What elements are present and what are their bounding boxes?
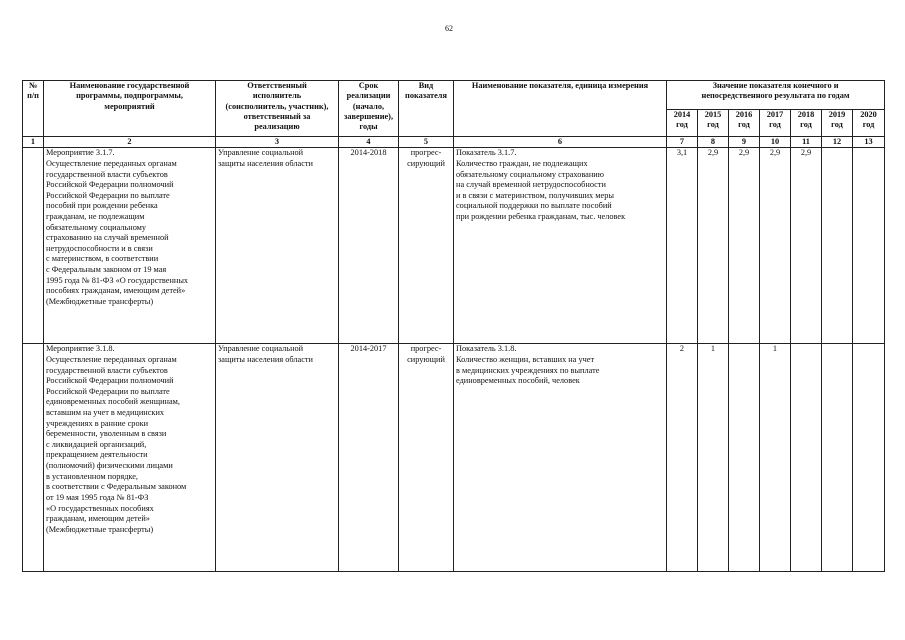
header-number: № п/п [23, 81, 44, 137]
header-values-group: Значение показателя конечного и непосредственного результата по годам [667, 81, 885, 110]
column-number: 1 [23, 137, 44, 148]
value-2016 [729, 344, 760, 572]
column-numbers-row [23, 137, 885, 148]
header-year-2018: 2018 год [791, 110, 822, 137]
header-year-2016: 2016 год [729, 110, 760, 137]
row-number [23, 344, 44, 572]
value-2018: 2,9 [791, 148, 822, 344]
page-number: 62 [445, 24, 453, 33]
indicator-name: Показатель 3.1.7. Количество граждан, не подлежащих обязательному социальному страхованию на случай временной нетрудоспособности и в связи с материнством, получивших меры социальной поддержки по выплате пособий при рождении ребенка гражданам, тыс. человек [454, 148, 667, 344]
value-2017: 1 [760, 344, 791, 572]
responsible-executor: Управление социальной защиты населения области [216, 148, 339, 344]
indicator-kind: прогрес- сирующий [399, 344, 454, 572]
indicator-name: Показатель 3.1.8. Количество женщин, вставших на учет в медицинских учреждениях по выплате единовременных пособий, человек [454, 344, 667, 572]
implementation-period: 2014-2017 [339, 344, 399, 572]
column-number: 6 [454, 137, 667, 148]
column-number: 4 [339, 137, 399, 148]
value-2014: 2 [667, 344, 698, 572]
value-2015: 2,9 [698, 148, 729, 344]
indicator-kind: прогрес- сирующий [399, 148, 454, 344]
value-2016: 2,9 [729, 148, 760, 344]
column-number: 3 [216, 137, 339, 148]
header-indicator-kind: Вид показателя [399, 81, 454, 137]
value-2015: 1 [698, 344, 729, 572]
value-2020 [853, 344, 885, 572]
header-year-2019: 2019 год [822, 110, 853, 137]
value-2014: 3,1 [667, 148, 698, 344]
header-row [23, 81, 885, 110]
header-period: Срок реализации (начало, завершение), годы [339, 81, 399, 137]
measure-name: Мероприятие 3.1.8. Осуществление переданных органам государственной власти субъектов Российской Федерации полномочий Российской Федерации по выплате единовременных пособий женщинам, вставшим на учет в медицинских учреждениях в ранние сроки беременности, уволенным в связи с ликвидацией организаций, прекращением деятельности (полномочий) физическими лицами в установленном порядке, в соответствии с Федеральным законом от 19 мая 1995 года № 81-ФЗ «О государственных пособиях гражданам, имеющим детей» (Межбюджетные трансферты) [44, 344, 216, 572]
value-2018 [791, 344, 822, 572]
program-table [22, 80, 885, 572]
measure-name: Мероприятие 3.1.7. Осуществление переданных органам государственной власти субъектов Российской Федерации полномочий Российской Федерации по выплате пособий при рождении ребенка гражданам, не подлежащим обязательному социальному страхованию на случай временной нетрудоспособности и в связи с материнством, в соответствии с Федеральным законом от 19 мая 1995 года № 81-ФЗ «О государственных пособиях гражданам, имеющим детей» (Межбюджетные трансферты) [44, 148, 216, 344]
header-indicator-name: Наименование показателя, единица измерения [454, 81, 667, 137]
column-number: 13 [853, 137, 885, 148]
table-row [23, 344, 885, 572]
column-number: 5 [399, 137, 454, 148]
header-year-2015: 2015 год [698, 110, 729, 137]
header-year-2020: 2020 год [853, 110, 885, 137]
header-executor: Ответственный исполнитель (соисполнитель, участник), ответственный за реализацию [216, 81, 339, 137]
row-number [23, 148, 44, 344]
header-program-name: Наименование государственной программы, подпрограммы, мероприятий [44, 81, 216, 137]
column-number: 11 [791, 137, 822, 148]
column-number: 7 [667, 137, 698, 148]
value-2020 [853, 148, 885, 344]
value-2017: 2,9 [760, 148, 791, 344]
header-year-2014: 2014 год [667, 110, 698, 137]
header-year-2017: 2017 год [760, 110, 791, 137]
table-row [23, 148, 885, 344]
value-2019 [822, 344, 853, 572]
column-number: 10 [760, 137, 791, 148]
column-number: 9 [729, 137, 760, 148]
column-number: 8 [698, 137, 729, 148]
responsible-executor: Управление социальной защиты населения области [216, 344, 339, 572]
column-number: 2 [44, 137, 216, 148]
implementation-period: 2014-2018 [339, 148, 399, 344]
column-number: 12 [822, 137, 853, 148]
value-2019 [822, 148, 853, 344]
